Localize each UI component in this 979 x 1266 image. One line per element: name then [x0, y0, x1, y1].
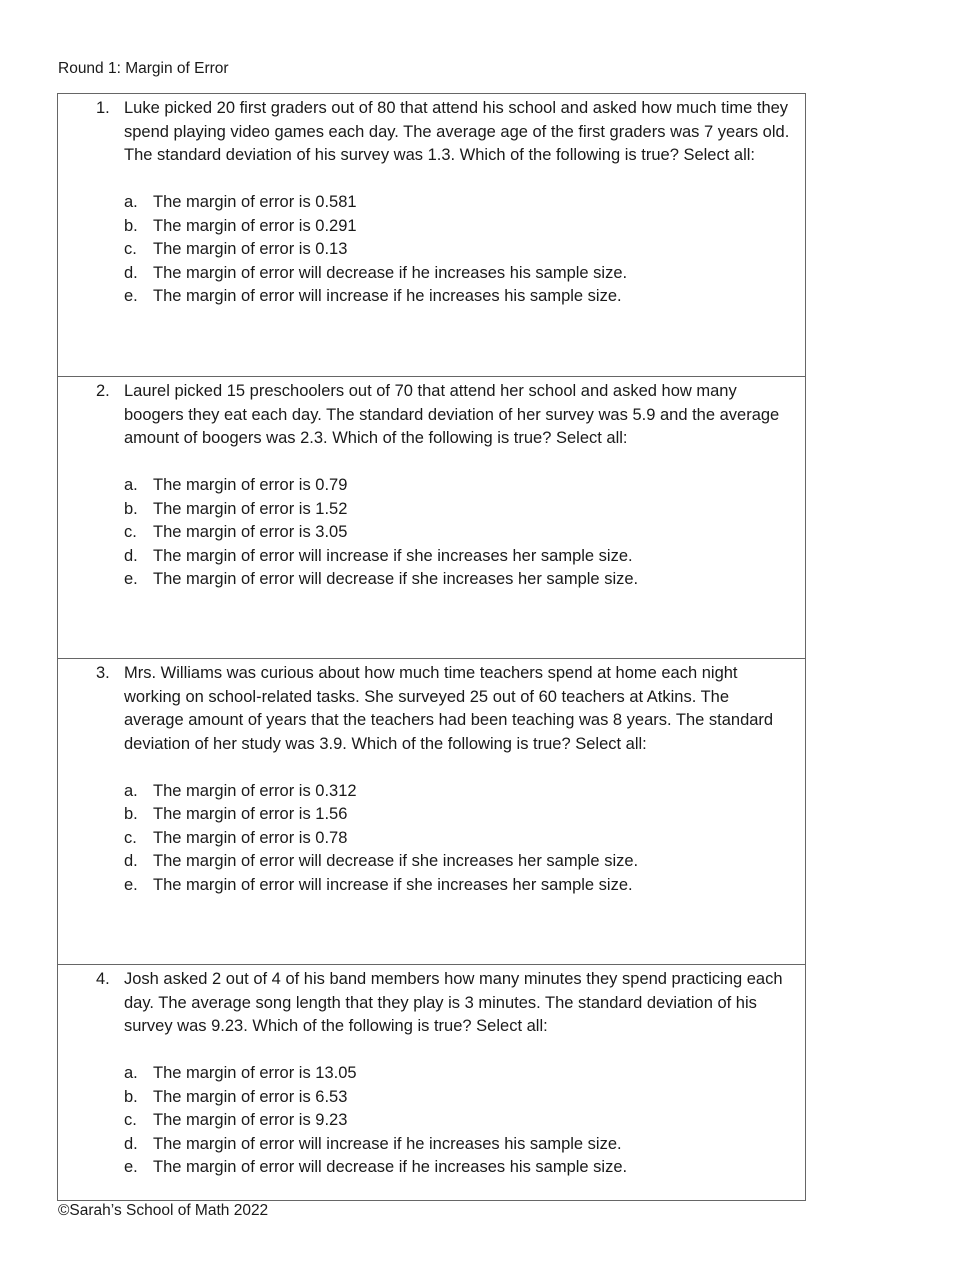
option-a	[124, 191, 805, 215]
option-text: The margin of error is 6.53	[153, 1087, 348, 1106]
question-number: 4.	[96, 970, 110, 988]
options-list	[124, 1062, 805, 1180]
option-a	[124, 474, 805, 498]
option-a	[124, 780, 805, 804]
option-text: The margin of error will decrease if he increases his sample size.	[153, 1158, 628, 1176]
option-letter: e.	[124, 1158, 138, 1176]
option-letter: d.	[124, 852, 138, 870]
questions-table	[57, 93, 806, 1201]
option-letter: b.	[124, 1087, 138, 1106]
question-text: Laurel picked 15 preschoolers out of 70 that attend her school and asked how many boogers they eat each day. The standard deviation of her survey was 5.9 and the average amount of boogers was 2.3. Which of the following is true? Select all:	[124, 382, 780, 447]
option-letter: c.	[124, 828, 137, 847]
option-letter: a.	[124, 193, 138, 211]
question-number: 3.	[96, 664, 110, 682]
options-list	[124, 474, 805, 592]
option-e	[124, 874, 805, 898]
option-b	[124, 1086, 805, 1110]
option-text: The margin of error will increase if she increases her sample size.	[153, 875, 633, 894]
option-text: The margin of error is 0.581	[153, 193, 357, 211]
option-letter: d.	[124, 263, 138, 282]
option-text: The margin of error will decrease if he increases his sample size.	[153, 263, 628, 282]
option-text: The margin of error is 1.56	[153, 805, 348, 823]
option-letter: c.	[124, 240, 137, 258]
question-cell-3	[58, 659, 805, 965]
option-letter: a.	[124, 781, 138, 800]
option-e	[124, 568, 805, 592]
question-cell-2	[58, 377, 805, 659]
option-letter: a.	[124, 1064, 138, 1082]
option-d	[124, 1133, 805, 1157]
option-letter: c.	[124, 1111, 137, 1129]
option-e	[124, 1156, 805, 1180]
option-text: The margin of error will decrease if she increases her sample size.	[153, 570, 639, 588]
option-text: The margin of error is 9.23	[153, 1111, 348, 1129]
option-letter: e.	[124, 875, 138, 894]
option-letter: e.	[124, 287, 138, 305]
option-letter: a.	[124, 476, 138, 494]
question-number: 2.	[96, 382, 110, 400]
question-4	[96, 968, 791, 1039]
option-letter: d.	[124, 546, 138, 565]
options-list	[124, 780, 805, 898]
option-text: The margin of error is 0.291	[153, 216, 357, 235]
option-letter: d.	[124, 1134, 138, 1153]
question-3	[96, 662, 791, 756]
option-text: The margin of error is 0.312	[153, 781, 357, 800]
question-text: Luke picked 20 first graders out of 80 that attend his school and asked how much time they spend playing video games each day. The average age of the first graders was 7 years old. The standard deviation of his survey was 1.3. Which of the following is true? Select all:	[124, 99, 790, 164]
option-text: The margin of error is 0.13	[153, 240, 348, 258]
question-1	[96, 97, 791, 168]
option-b	[124, 803, 805, 827]
option-text: The margin of error is 0.78	[153, 828, 348, 847]
option-text: The margin of error is 13.05	[153, 1064, 357, 1082]
option-text: The margin of error is 0.79	[153, 476, 348, 494]
question-text: Mrs. Williams was curious about how much time teachers spend at home each night working on school-related tasks. She surveyed 25 out of 60 teachers at Atkins. The average amount of years that the teachers had been teaching was 8 years. The standard deviation of her study was 3.9. Which of the following is true? Select all:	[124, 664, 774, 753]
option-text: The margin of error will increase if he increases his sample size.	[153, 287, 622, 305]
option-a	[124, 1062, 805, 1086]
option-d	[124, 262, 805, 286]
question-text: Josh asked 2 out of 4 of his band members how many minutes they spend practicing each day. The average song length that they play is 3 minutes. The standard deviation of his survey was 9.23. Which of the following is true? Select all:	[124, 970, 783, 1035]
option-e	[124, 285, 805, 309]
option-text: The margin of error will increase if he increases his sample size.	[153, 1134, 622, 1153]
option-c	[124, 521, 805, 545]
option-text: The margin of error will decrease if she increases her sample size.	[153, 852, 639, 870]
page-title: Round 1: Margin of Error	[58, 60, 229, 77]
option-b	[124, 215, 805, 239]
question-cell-1	[58, 94, 805, 377]
option-c	[124, 238, 805, 262]
option-c	[124, 1109, 805, 1133]
option-text: The margin of error will increase if she increases her sample size.	[153, 546, 633, 565]
copyright-footer: ©Sarah’s School of Math 2022	[58, 1202, 269, 1219]
option-text: The margin of error is 1.52	[153, 499, 348, 518]
option-letter: b.	[124, 805, 138, 823]
option-c	[124, 827, 805, 851]
question-cell-4	[58, 965, 805, 1200]
option-letter: b.	[124, 216, 138, 235]
option-text: The margin of error is 3.05	[153, 523, 348, 541]
option-letter: e.	[124, 570, 138, 588]
options-list	[124, 191, 805, 309]
option-d	[124, 850, 805, 874]
question-number: 1.	[96, 99, 110, 117]
question-2	[96, 380, 791, 451]
option-b	[124, 498, 805, 522]
option-d	[124, 545, 805, 569]
option-letter: b.	[124, 499, 138, 518]
option-letter: c.	[124, 523, 137, 541]
